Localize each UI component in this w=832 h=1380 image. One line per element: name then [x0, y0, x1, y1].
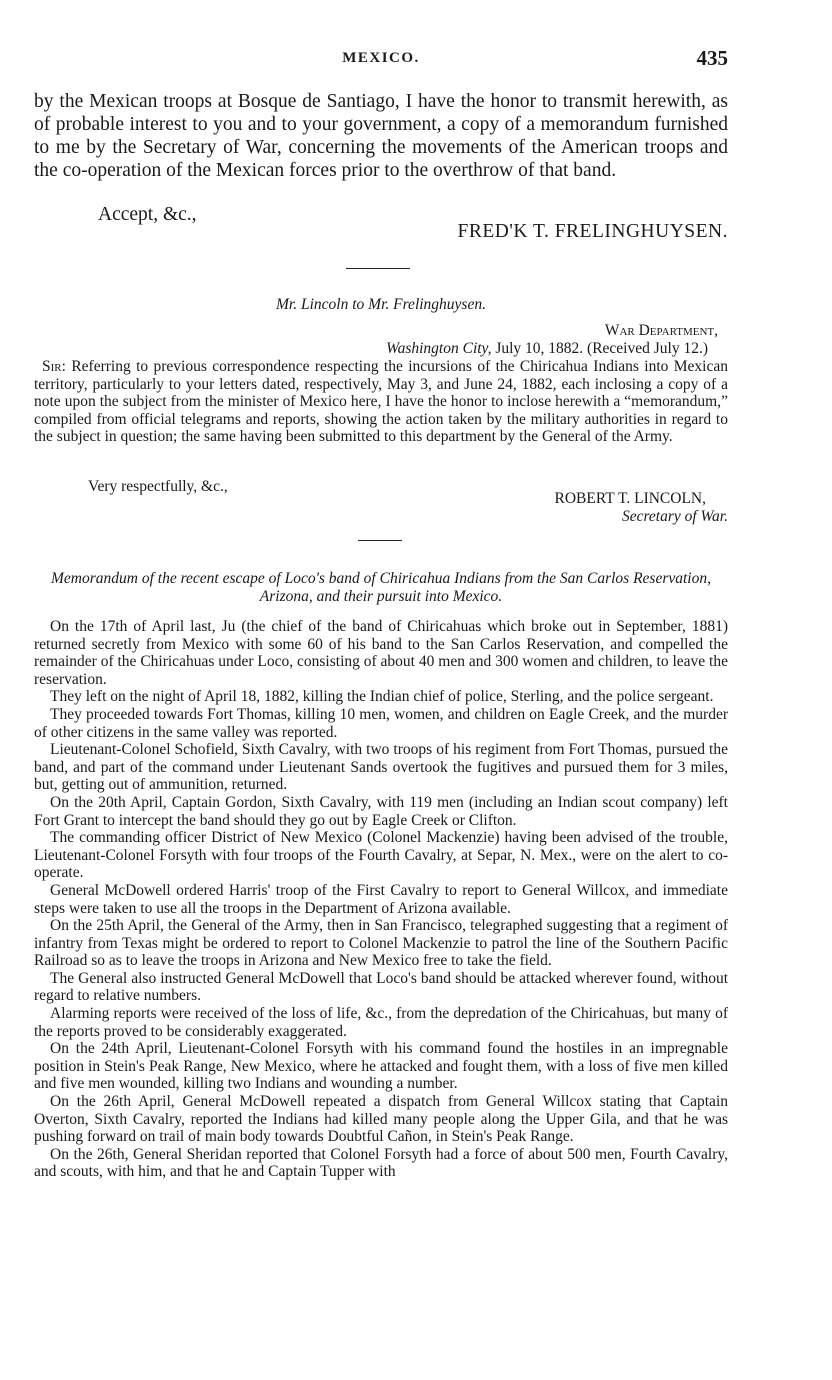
letter2-heading: Mr. Lincoln to Mr. Frelinghuysen. — [276, 296, 486, 313]
memorandum-paragraph: On the 26th, General Sheridan reported that Colonel Forsyth had a force of about 500 men, Fourth Cavalry, and scouts, with him, and that he and Captain Tupper with — [34, 1145, 728, 1181]
section-rule — [346, 268, 410, 269]
letter2-signature: ROBERT T. LINCOLN, — [554, 490, 706, 507]
memorandum-title: Memorandum of the recent escape of Loco's band of Chiricahua Indians from the San Carlos Reservation, Arizona, and their pursuit into Mexico. — [51, 570, 711, 605]
memorandum-paragraph: General McDowell ordered Harris' troop of the First Cavalry to report to General Willcox, and immediate steps were taken to use all the troops in the Department of Arizona available. — [34, 881, 728, 917]
memorandum-paragraph: On the 24th April, Lieutenant-Colonel Forsyth with his command found the hostiles in an impregnable position in Stein's Peak Range, New Mexico, where he attacked and fought them, with a loss of five men killed and five men wounded, killing two Indians and wounding a number. — [34, 1040, 728, 1093]
memorandum-paragraph: On the 17th of April last, Ju (the chief of the band of Chiricahuas which broke out in September, 1881) returned secretly from Mexico with some 60 of his band to the San Carlos Reservation, and compelled the remainder of the Chiricahuas under Loco, consisting of about 40 men and 300 women and children, to leave the reservation. — [34, 618, 728, 688]
memorandum-body — [34, 618, 728, 1181]
letter2-received: (Received July 12.) — [587, 340, 708, 357]
letter2-body: Referring to previous correspondence respecting the incursions of the Chiricahua Indians into Mexican territory, particularly to your letters dated, respectively, May 3, and June 24, 1882, each inclosing a copy of a note upon the subject from the minister of Mexico here, I have the honor to inclose herewith a “memorandum,” compiled from official telegrams and reports, showing the action taken by the military authorities in regard to the subject in question; the same having been submitted to this department by the General of the Army. — [34, 358, 729, 446]
memorandum-paragraph: Alarming reports were received of the loss of life, &c., from the depredation of the Chiricahuas, but many of the reports proved to be considerably exaggerated. — [34, 1005, 728, 1040]
letter2-body-paragraph — [34, 358, 728, 446]
memorandum-paragraph: On the 20th April, Captain Gordon, Sixth Cavalry, with 119 men (including an Indian scout company) left Fort Grant to intercept the band should they go out by Eagle Creek or Clifton. — [34, 793, 728, 829]
letter1-signature: FRED'K T. FRELINGHUYSEN. — [457, 221, 728, 242]
memorandum-paragraph: On the 25th April, the General of the Army, then in San Francisco, telegraphed suggesting that a regiment of infantry from Texas might be ordered to report to Colonel Mackenzie to patrol the line of the Southern Pacific Railroad so as to leave the troops in Arizona and New Mexico free to take the field. — [34, 917, 728, 970]
letter2-date: July 10, 1882. — [495, 340, 584, 357]
letter2-title: Secretary of War. — [621, 508, 728, 525]
memorandum-paragraph: Lieutenant-Colonel Schofield, Sixth Cavalry, with two troops of his regiment from Fort Thomas, pursued the band, and part of the command under Lieutenant Sands overtook the fugitives and pursued them for 3 miles, but, getting out of ammunition, returned. — [34, 741, 728, 794]
letter2-salutation: Sir: — [42, 358, 66, 375]
letter2-closing: Very respectfully, &c., — [88, 478, 228, 495]
memorandum-paragraph: The commanding officer District of New Mexico (Colonel Mackenzie) having been advised of the trouble, Lieutenant-Colonel Forsyth with four troops of the Fourth Cavalry, at Separ, N. Mex., were on the alert to co-operate. — [34, 829, 728, 882]
memorandum-paragraph: They proceeded towards Fort Thomas, killing 10 men, women, and children on Eagle Creek, and the murder of other citizens in the same valley was reported. — [34, 705, 728, 741]
letter1-body: by the Mexican troops at Bosque de Santiago, I have the honor to transmit herewith, as of probable interest to you and to your government, a copy of a memorandum furnished to me by the Secretary of War, concerning the movements of the American troops and the co-operation of the Mexican forces prior to the overthrow of that band. — [34, 91, 728, 181]
page-number: 435 — [696, 46, 728, 70]
section-rule — [358, 540, 402, 541]
memorandum-paragraph: The General also instructed General McDowell that Loco's band should be attacked wherever found, without regard to relative numbers. — [34, 969, 728, 1005]
letter2-place: Washington City, — [386, 340, 492, 357]
letter2-office: War Department, — [604, 322, 718, 339]
letter1-closing: Accept, &c., — [98, 204, 197, 225]
letter2-dateline — [34, 340, 728, 358]
memorandum-paragraph: They left on the night of April 18, 1882, killing the Indian chief of police, Sterling, and the police sergeant. — [50, 688, 714, 706]
memorandum-paragraph: On the 26th April, General McDowell repeated a dispatch from General Willcox stating that Captain Overton, Sixth Cavalry, reported the Indians had killed many people along the Upper Gila, and that he was pushing forward on trail of main body towards Doubtful Cañon, in Stein's Peak Range. — [34, 1093, 728, 1146]
running-head: MEXICO. — [342, 50, 420, 66]
page-header — [34, 46, 728, 76]
